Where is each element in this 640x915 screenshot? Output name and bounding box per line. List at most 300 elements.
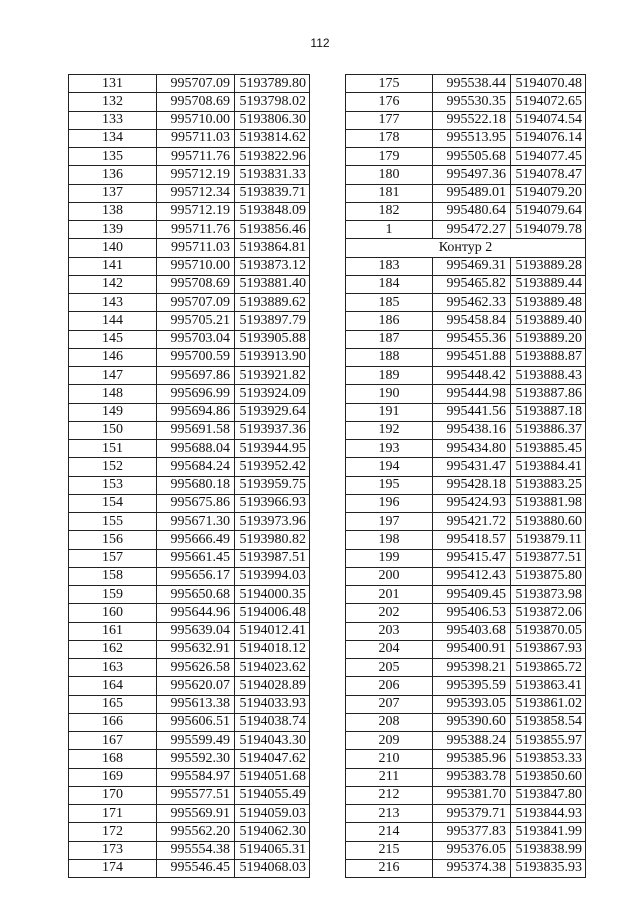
x-coordinate-cell: 995385.96 bbox=[433, 750, 511, 768]
y-coordinate-cell: 5193853.33 bbox=[511, 750, 586, 768]
point-number-cell: 154 bbox=[69, 494, 157, 512]
table-row bbox=[346, 367, 586, 385]
table-row bbox=[346, 695, 586, 713]
x-coordinate-cell: 995489.01 bbox=[433, 184, 511, 202]
table-row bbox=[69, 385, 310, 403]
point-number-cell: 182 bbox=[346, 202, 433, 220]
y-coordinate-cell: 5193879.11 bbox=[511, 531, 586, 549]
point-number-cell: 189 bbox=[346, 367, 433, 385]
y-coordinate-cell: 5194076.14 bbox=[511, 129, 586, 147]
table-row bbox=[346, 713, 586, 731]
table-row bbox=[346, 805, 586, 823]
table-row bbox=[69, 695, 310, 713]
table-row bbox=[346, 841, 586, 859]
y-coordinate-cell: 5193913.90 bbox=[235, 348, 310, 366]
y-coordinate-cell: 5193847.80 bbox=[511, 786, 586, 804]
x-coordinate-cell: 995406.53 bbox=[433, 604, 511, 622]
y-coordinate-cell: 5193863.41 bbox=[511, 677, 586, 695]
y-coordinate-cell: 5194006.48 bbox=[235, 604, 310, 622]
y-coordinate-cell: 5194062.30 bbox=[235, 823, 310, 841]
x-coordinate-cell: 995691.58 bbox=[157, 421, 235, 439]
y-coordinate-cell: 5193806.30 bbox=[235, 111, 310, 129]
point-number-cell: 132 bbox=[69, 93, 157, 111]
table-row bbox=[346, 421, 586, 439]
x-coordinate-cell: 995538.44 bbox=[433, 75, 511, 93]
table-row bbox=[69, 166, 310, 184]
table-row bbox=[69, 111, 310, 129]
y-coordinate-cell: 5194051.68 bbox=[235, 768, 310, 786]
point-number-cell: 171 bbox=[69, 805, 157, 823]
x-coordinate-cell: 995707.09 bbox=[157, 294, 235, 312]
x-coordinate-cell: 995696.99 bbox=[157, 385, 235, 403]
y-coordinate-cell: 5194059.03 bbox=[235, 805, 310, 823]
x-coordinate-cell: 995606.51 bbox=[157, 713, 235, 731]
table-row bbox=[346, 202, 586, 220]
x-coordinate-cell: 995448.42 bbox=[433, 367, 511, 385]
x-coordinate-cell: 995393.05 bbox=[433, 695, 511, 713]
y-coordinate-cell: 5193980.82 bbox=[235, 531, 310, 549]
coordinates-table-left-body bbox=[69, 75, 310, 878]
point-number-cell: 150 bbox=[69, 421, 157, 439]
table-row bbox=[346, 732, 586, 750]
table-row bbox=[346, 257, 586, 275]
section-row bbox=[346, 239, 586, 257]
point-number-cell: 192 bbox=[346, 421, 433, 439]
x-coordinate-cell: 995697.86 bbox=[157, 367, 235, 385]
table-row bbox=[346, 476, 586, 494]
y-coordinate-cell: 5194038.74 bbox=[235, 713, 310, 731]
x-coordinate-cell: 995705.21 bbox=[157, 312, 235, 330]
y-coordinate-cell: 5193889.28 bbox=[511, 257, 586, 275]
x-coordinate-cell: 995428.18 bbox=[433, 476, 511, 494]
point-number-cell: 216 bbox=[346, 859, 433, 877]
table-row bbox=[69, 640, 310, 658]
y-coordinate-cell: 5193966.93 bbox=[235, 494, 310, 512]
table-row bbox=[346, 494, 586, 512]
y-coordinate-cell: 5193838.99 bbox=[511, 841, 586, 859]
x-coordinate-cell: 995374.38 bbox=[433, 859, 511, 877]
point-number-cell: 158 bbox=[69, 567, 157, 585]
x-coordinate-cell: 995708.69 bbox=[157, 93, 235, 111]
x-coordinate-cell: 995472.27 bbox=[433, 221, 511, 239]
table-row bbox=[346, 385, 586, 403]
x-coordinate-cell: 995712.19 bbox=[157, 166, 235, 184]
y-coordinate-cell: 5193924.09 bbox=[235, 385, 310, 403]
point-number-cell: 145 bbox=[69, 330, 157, 348]
table-row bbox=[346, 531, 586, 549]
y-coordinate-cell: 5193844.93 bbox=[511, 805, 586, 823]
point-number-cell: 186 bbox=[346, 312, 433, 330]
y-coordinate-cell: 5193789.80 bbox=[235, 75, 310, 93]
x-coordinate-cell: 995613.38 bbox=[157, 695, 235, 713]
point-number-cell: 144 bbox=[69, 312, 157, 330]
table-row bbox=[346, 440, 586, 458]
point-number-cell: 166 bbox=[69, 713, 157, 731]
y-coordinate-cell: 5194077.45 bbox=[511, 148, 586, 166]
y-coordinate-cell: 5193889.44 bbox=[511, 275, 586, 293]
point-number-cell: 204 bbox=[346, 640, 433, 658]
x-coordinate-cell: 995465.82 bbox=[433, 275, 511, 293]
x-coordinate-cell: 995650.68 bbox=[157, 586, 235, 604]
table-row bbox=[346, 786, 586, 804]
table-row bbox=[69, 677, 310, 695]
coordinates-table-right bbox=[345, 74, 586, 878]
point-number-cell: 169 bbox=[69, 768, 157, 786]
point-number-cell: 190 bbox=[346, 385, 433, 403]
point-number-cell: 162 bbox=[69, 640, 157, 658]
x-coordinate-cell: 995632.91 bbox=[157, 640, 235, 658]
x-coordinate-cell: 995409.45 bbox=[433, 586, 511, 604]
point-number-cell: 149 bbox=[69, 403, 157, 421]
y-coordinate-cell: 5193883.25 bbox=[511, 476, 586, 494]
x-coordinate-cell: 995431.47 bbox=[433, 458, 511, 476]
point-number-cell: 180 bbox=[346, 166, 433, 184]
x-coordinate-cell: 995376.05 bbox=[433, 841, 511, 859]
point-number-cell: 173 bbox=[69, 841, 157, 859]
point-number-cell: 164 bbox=[69, 677, 157, 695]
table-row bbox=[69, 786, 310, 804]
x-coordinate-cell: 995395.59 bbox=[433, 677, 511, 695]
point-number-cell: 146 bbox=[69, 348, 157, 366]
point-number-cell: 195 bbox=[346, 476, 433, 494]
y-coordinate-cell: 5193973.96 bbox=[235, 513, 310, 531]
table-row bbox=[346, 513, 586, 531]
y-coordinate-cell: 5193881.98 bbox=[511, 494, 586, 512]
table-row bbox=[69, 586, 310, 604]
point-number-cell: 209 bbox=[346, 732, 433, 750]
y-coordinate-cell: 5193835.93 bbox=[511, 859, 586, 877]
table-row bbox=[346, 75, 586, 93]
point-number-cell: 1 bbox=[346, 221, 433, 239]
y-coordinate-cell: 5194079.64 bbox=[511, 202, 586, 220]
x-coordinate-cell: 995462.33 bbox=[433, 294, 511, 312]
table-row bbox=[346, 659, 586, 677]
point-number-cell: 200 bbox=[346, 567, 433, 585]
y-coordinate-cell: 5193873.12 bbox=[235, 257, 310, 275]
point-number-cell: 184 bbox=[346, 275, 433, 293]
x-coordinate-cell: 995700.59 bbox=[157, 348, 235, 366]
y-coordinate-cell: 5193889.48 bbox=[511, 294, 586, 312]
table-row bbox=[346, 148, 586, 166]
x-coordinate-cell: 995711.03 bbox=[157, 129, 235, 147]
point-number-cell: 177 bbox=[346, 111, 433, 129]
x-coordinate-cell: 995599.49 bbox=[157, 732, 235, 750]
y-coordinate-cell: 5193880.60 bbox=[511, 513, 586, 531]
point-number-cell: 143 bbox=[69, 294, 157, 312]
y-coordinate-cell: 5193875.80 bbox=[511, 567, 586, 585]
point-number-cell: 142 bbox=[69, 275, 157, 293]
y-coordinate-cell: 5193798.02 bbox=[235, 93, 310, 111]
table-row bbox=[69, 330, 310, 348]
table-row bbox=[346, 604, 586, 622]
point-number-cell: 136 bbox=[69, 166, 157, 184]
y-coordinate-cell: 5193841.99 bbox=[511, 823, 586, 841]
y-coordinate-cell: 5194072.65 bbox=[511, 93, 586, 111]
y-coordinate-cell: 5193889.20 bbox=[511, 330, 586, 348]
y-coordinate-cell: 5194047.62 bbox=[235, 750, 310, 768]
table-row bbox=[346, 586, 586, 604]
point-number-cell: 131 bbox=[69, 75, 157, 93]
x-coordinate-cell: 995711.03 bbox=[157, 239, 235, 257]
table-row bbox=[69, 257, 310, 275]
coordinates-table-right-body bbox=[346, 75, 586, 878]
table-row bbox=[346, 275, 586, 293]
y-coordinate-cell: 5193877.51 bbox=[511, 549, 586, 567]
y-coordinate-cell: 5194028.89 bbox=[235, 677, 310, 695]
point-number-cell: 178 bbox=[346, 129, 433, 147]
table-row bbox=[69, 458, 310, 476]
x-coordinate-cell: 995421.72 bbox=[433, 513, 511, 531]
x-coordinate-cell: 995639.04 bbox=[157, 622, 235, 640]
y-coordinate-cell: 5194000.35 bbox=[235, 586, 310, 604]
table-row bbox=[69, 659, 310, 677]
y-coordinate-cell: 5194078.47 bbox=[511, 166, 586, 184]
x-coordinate-cell: 995438.16 bbox=[433, 421, 511, 439]
y-coordinate-cell: 5193889.62 bbox=[235, 294, 310, 312]
point-number-cell: 212 bbox=[346, 786, 433, 804]
table-row bbox=[69, 531, 310, 549]
point-number-cell: 191 bbox=[346, 403, 433, 421]
table-row bbox=[346, 348, 586, 366]
point-number-cell: 194 bbox=[346, 458, 433, 476]
table-row bbox=[69, 75, 310, 93]
y-coordinate-cell: 5194065.31 bbox=[235, 841, 310, 859]
x-coordinate-cell: 995412.43 bbox=[433, 567, 511, 585]
table-row bbox=[69, 750, 310, 768]
point-number-cell: 183 bbox=[346, 257, 433, 275]
point-number-cell: 138 bbox=[69, 202, 157, 220]
point-number-cell: 155 bbox=[69, 513, 157, 531]
point-number-cell: 203 bbox=[346, 622, 433, 640]
y-coordinate-cell: 5193897.79 bbox=[235, 312, 310, 330]
table-row bbox=[69, 348, 310, 366]
y-coordinate-cell: 5193987.51 bbox=[235, 549, 310, 567]
point-number-cell: 174 bbox=[69, 859, 157, 877]
table-row bbox=[69, 732, 310, 750]
point-number-cell: 165 bbox=[69, 695, 157, 713]
y-coordinate-cell: 5194068.03 bbox=[235, 859, 310, 877]
x-coordinate-cell: 995469.31 bbox=[433, 257, 511, 275]
point-number-cell: 197 bbox=[346, 513, 433, 531]
table-row bbox=[346, 129, 586, 147]
y-coordinate-cell: 5193888.43 bbox=[511, 367, 586, 385]
table-row bbox=[69, 221, 310, 239]
x-coordinate-cell: 995390.60 bbox=[433, 713, 511, 731]
x-coordinate-cell: 995513.95 bbox=[433, 129, 511, 147]
point-number-cell: 137 bbox=[69, 184, 157, 202]
point-number-cell: 208 bbox=[346, 713, 433, 731]
table-row bbox=[69, 367, 310, 385]
x-coordinate-cell: 995671.30 bbox=[157, 513, 235, 531]
point-number-cell: 133 bbox=[69, 111, 157, 129]
x-coordinate-cell: 995434.80 bbox=[433, 440, 511, 458]
x-coordinate-cell: 995712.19 bbox=[157, 202, 235, 220]
point-number-cell: 206 bbox=[346, 677, 433, 695]
y-coordinate-cell: 5193864.81 bbox=[235, 239, 310, 257]
point-number-cell: 163 bbox=[69, 659, 157, 677]
y-coordinate-cell: 5193905.88 bbox=[235, 330, 310, 348]
y-coordinate-cell: 5193822.96 bbox=[235, 148, 310, 166]
x-coordinate-cell: 995708.69 bbox=[157, 275, 235, 293]
table-row bbox=[69, 440, 310, 458]
point-number-cell: 187 bbox=[346, 330, 433, 348]
x-coordinate-cell: 995441.56 bbox=[433, 403, 511, 421]
x-coordinate-cell: 995424.93 bbox=[433, 494, 511, 512]
table-row bbox=[346, 622, 586, 640]
x-coordinate-cell: 995546.45 bbox=[157, 859, 235, 877]
table-row bbox=[346, 221, 586, 239]
point-number-cell: 134 bbox=[69, 129, 157, 147]
y-coordinate-cell: 5193921.82 bbox=[235, 367, 310, 385]
y-coordinate-cell: 5193858.54 bbox=[511, 713, 586, 731]
table-row bbox=[69, 403, 310, 421]
x-coordinate-cell: 995684.24 bbox=[157, 458, 235, 476]
x-coordinate-cell: 995644.96 bbox=[157, 604, 235, 622]
point-number-cell: 188 bbox=[346, 348, 433, 366]
table-row bbox=[69, 513, 310, 531]
table-row bbox=[69, 184, 310, 202]
point-number-cell: 175 bbox=[346, 75, 433, 93]
y-coordinate-cell: 5194018.12 bbox=[235, 640, 310, 658]
point-number-cell: 156 bbox=[69, 531, 157, 549]
x-coordinate-cell: 995710.00 bbox=[157, 111, 235, 129]
x-coordinate-cell: 995383.78 bbox=[433, 768, 511, 786]
table-row bbox=[346, 93, 586, 111]
y-coordinate-cell: 5193855.97 bbox=[511, 732, 586, 750]
point-number-cell: 152 bbox=[69, 458, 157, 476]
point-number-cell: 210 bbox=[346, 750, 433, 768]
point-number-cell: 148 bbox=[69, 385, 157, 403]
x-coordinate-cell: 995703.04 bbox=[157, 330, 235, 348]
y-coordinate-cell: 5193850.60 bbox=[511, 768, 586, 786]
table-row bbox=[346, 567, 586, 585]
x-coordinate-cell: 995680.18 bbox=[157, 476, 235, 494]
y-coordinate-cell: 5194079.20 bbox=[511, 184, 586, 202]
point-number-cell: 205 bbox=[346, 659, 433, 677]
y-coordinate-cell: 5194033.93 bbox=[235, 695, 310, 713]
y-coordinate-cell: 5193994.03 bbox=[235, 567, 310, 585]
point-number-cell: 151 bbox=[69, 440, 157, 458]
table-row bbox=[69, 841, 310, 859]
y-coordinate-cell: 5193865.72 bbox=[511, 659, 586, 677]
x-coordinate-cell: 995398.21 bbox=[433, 659, 511, 677]
table-row bbox=[69, 713, 310, 731]
table-row bbox=[346, 312, 586, 330]
x-coordinate-cell: 995403.68 bbox=[433, 622, 511, 640]
table-row bbox=[346, 823, 586, 841]
y-coordinate-cell: 5193848.09 bbox=[235, 202, 310, 220]
point-number-cell: 147 bbox=[69, 367, 157, 385]
x-coordinate-cell: 995458.84 bbox=[433, 312, 511, 330]
point-number-cell: 167 bbox=[69, 732, 157, 750]
point-number-cell: 160 bbox=[69, 604, 157, 622]
x-coordinate-cell: 995688.04 bbox=[157, 440, 235, 458]
x-coordinate-cell: 995451.88 bbox=[433, 348, 511, 366]
table-row bbox=[69, 148, 310, 166]
y-coordinate-cell: 5193929.64 bbox=[235, 403, 310, 421]
x-coordinate-cell: 995592.30 bbox=[157, 750, 235, 768]
x-coordinate-cell: 995584.97 bbox=[157, 768, 235, 786]
y-coordinate-cell: 5193861.02 bbox=[511, 695, 586, 713]
table-row bbox=[69, 93, 310, 111]
y-coordinate-cell: 5193887.18 bbox=[511, 403, 586, 421]
x-coordinate-cell: 995377.83 bbox=[433, 823, 511, 841]
table-row bbox=[69, 604, 310, 622]
x-coordinate-cell: 995444.98 bbox=[433, 385, 511, 403]
x-coordinate-cell: 995711.76 bbox=[157, 148, 235, 166]
point-number-cell: 214 bbox=[346, 823, 433, 841]
table-row bbox=[69, 549, 310, 567]
point-number-cell: 201 bbox=[346, 586, 433, 604]
x-coordinate-cell: 995656.17 bbox=[157, 567, 235, 585]
table-row bbox=[346, 294, 586, 312]
table-row bbox=[346, 111, 586, 129]
x-coordinate-cell: 995505.68 bbox=[433, 148, 511, 166]
point-number-cell: 159 bbox=[69, 586, 157, 604]
table-row bbox=[69, 129, 310, 147]
y-coordinate-cell: 5193831.33 bbox=[235, 166, 310, 184]
y-coordinate-cell: 5193944.95 bbox=[235, 440, 310, 458]
table-row bbox=[69, 494, 310, 512]
point-number-cell: 168 bbox=[69, 750, 157, 768]
point-number-cell: 196 bbox=[346, 494, 433, 512]
table-row bbox=[69, 823, 310, 841]
section-label: Контур 2 bbox=[346, 239, 586, 257]
y-coordinate-cell: 5193952.42 bbox=[235, 458, 310, 476]
x-coordinate-cell: 995711.76 bbox=[157, 221, 235, 239]
x-coordinate-cell: 995381.70 bbox=[433, 786, 511, 804]
table-row bbox=[69, 859, 310, 877]
point-number-cell: 207 bbox=[346, 695, 433, 713]
y-coordinate-cell: 5193856.46 bbox=[235, 221, 310, 239]
table-row bbox=[346, 458, 586, 476]
y-coordinate-cell: 5193872.06 bbox=[511, 604, 586, 622]
x-coordinate-cell: 995661.45 bbox=[157, 549, 235, 567]
y-coordinate-cell: 5194070.48 bbox=[511, 75, 586, 93]
table-row bbox=[346, 403, 586, 421]
x-coordinate-cell: 995569.91 bbox=[157, 805, 235, 823]
x-coordinate-cell: 995497.36 bbox=[433, 166, 511, 184]
y-coordinate-cell: 5194074.54 bbox=[511, 111, 586, 129]
x-coordinate-cell: 995415.47 bbox=[433, 549, 511, 567]
point-number-cell: 176 bbox=[346, 93, 433, 111]
point-number-cell: 153 bbox=[69, 476, 157, 494]
y-coordinate-cell: 5194055.49 bbox=[235, 786, 310, 804]
table-row bbox=[346, 677, 586, 695]
x-coordinate-cell: 995554.38 bbox=[157, 841, 235, 859]
table-row bbox=[346, 330, 586, 348]
table-row bbox=[69, 567, 310, 585]
y-coordinate-cell: 5193867.93 bbox=[511, 640, 586, 658]
point-number-cell: 161 bbox=[69, 622, 157, 640]
y-coordinate-cell: 5193839.71 bbox=[235, 184, 310, 202]
table-row bbox=[346, 750, 586, 768]
point-number-cell: 170 bbox=[69, 786, 157, 804]
coordinates-table-left bbox=[68, 74, 310, 878]
point-number-cell: 198 bbox=[346, 531, 433, 549]
x-coordinate-cell: 995577.51 bbox=[157, 786, 235, 804]
y-coordinate-cell: 5193814.62 bbox=[235, 129, 310, 147]
x-coordinate-cell: 995480.64 bbox=[433, 202, 511, 220]
x-coordinate-cell: 995694.86 bbox=[157, 403, 235, 421]
table-row bbox=[69, 294, 310, 312]
x-coordinate-cell: 995455.36 bbox=[433, 330, 511, 348]
y-coordinate-cell: 5193887.86 bbox=[511, 385, 586, 403]
y-coordinate-cell: 5194023.62 bbox=[235, 659, 310, 677]
table-row bbox=[346, 640, 586, 658]
point-number-cell: 157 bbox=[69, 549, 157, 567]
table-row bbox=[346, 166, 586, 184]
